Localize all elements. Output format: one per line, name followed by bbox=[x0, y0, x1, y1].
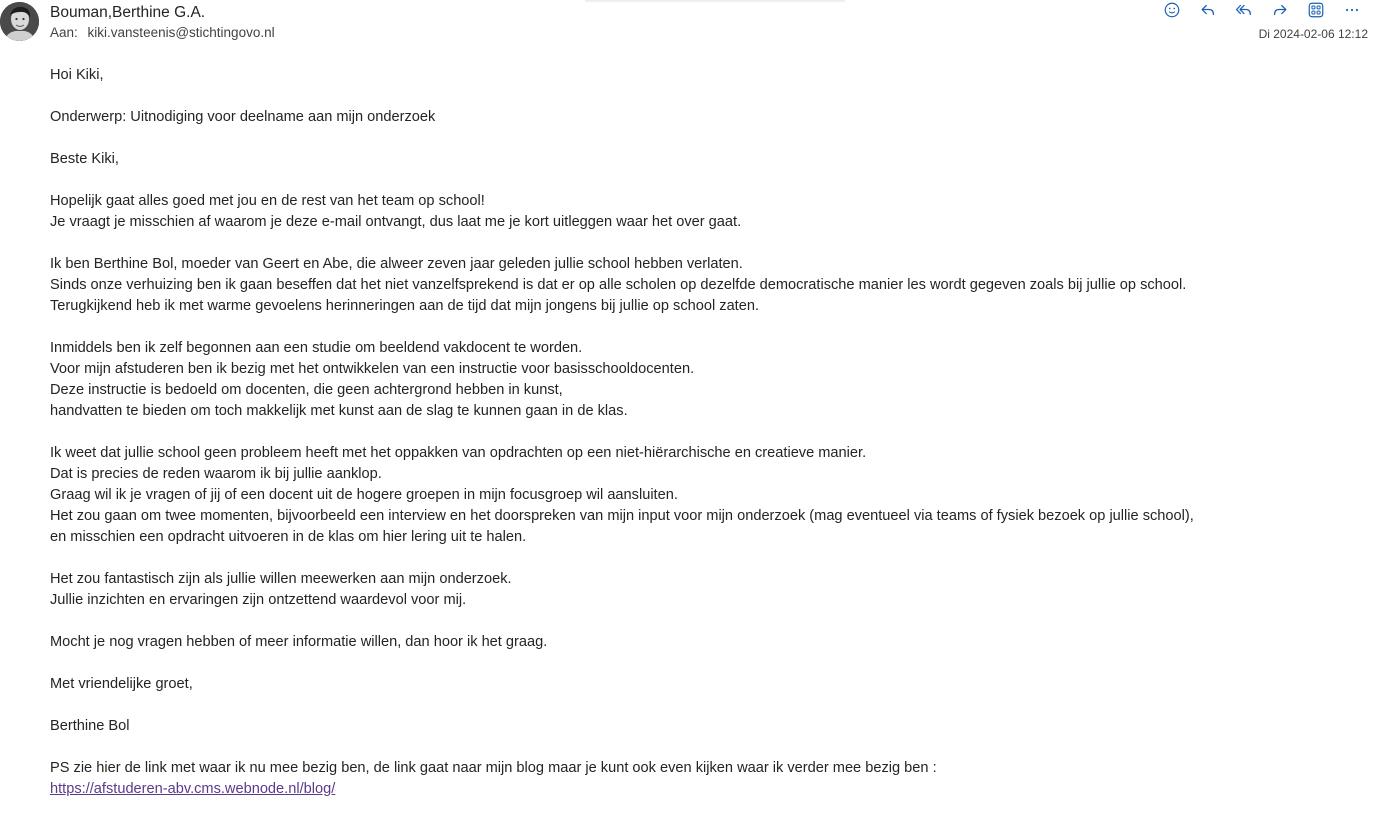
message-body bbox=[50, 65, 1194, 821]
body-line: en misschien een opdracht uitvoeren in de klas om hier lering uit te halen. bbox=[50, 529, 527, 545]
greeting: Hoi Kiki, bbox=[50, 67, 104, 83]
body-line: Jullie inzichten en ervaringen zijn ontzettend waardevol voor mij. bbox=[50, 592, 467, 608]
blog-link[interactable]: https://afstuderen-abv.cms.webnode.nl/blog/ bbox=[50, 781, 336, 797]
paragraph-1 bbox=[50, 191, 1194, 233]
body-line: Deze instructie is bedoeld om docenten, die geen achtergrond hebben in kunst, bbox=[50, 382, 563, 398]
body-line: handvatten te bieden om toch makkelijk met kunst aan de slag te kunnen gaan in de klas. bbox=[50, 403, 628, 419]
paragraph-6: Mocht je nog vragen hebben of meer informatie willen, dan hoor ik het graag. bbox=[50, 634, 548, 650]
recipient-row bbox=[50, 25, 275, 40]
body-line: Ik ben Berthine Bol, moeder van Geert en Abe, die alweer zeven jaar geleden jullie school hebben verlaten. bbox=[50, 256, 743, 272]
paragraph-2 bbox=[50, 254, 1194, 317]
body-line: Sinds onze verhuizing ben ik gaan beseffen dat het niet vanzelfsprekend is dat er op alle scholen op dezelfde democratische manier les wordt gegeven zoals bij jullie op school. bbox=[50, 277, 1187, 293]
body-line: Dat is precies de reden waarom ik bij jullie aanklop. bbox=[50, 466, 382, 482]
salutation: Beste Kiki, bbox=[50, 151, 119, 167]
more-icon[interactable] bbox=[1334, 0, 1370, 20]
avatar[interactable] bbox=[0, 2, 39, 41]
to-label: Aan: bbox=[50, 25, 78, 40]
reply-all-icon[interactable] bbox=[1226, 0, 1262, 20]
paragraph-5 bbox=[50, 569, 1194, 611]
body-line: Je vraagt je misschien af waarom je deze e-mail ontvangt, dus laat me je kort uitleggen waar het over gaat. bbox=[50, 214, 742, 230]
recipient-address[interactable]: kiki.vansteenis@stichtingovo.nl bbox=[87, 25, 275, 40]
ps-text: PS zie hier de link met waar ik nu mee bezig ben, de link gaat naar mijn blog maar je kunt ook even kijken waar ik verder mee bezig ben : bbox=[50, 760, 937, 776]
paragraph-3 bbox=[50, 338, 1194, 422]
body-line: Het zou gaan om twee momenten, bijvoorbeeld een interview en het doorspreken van mijn input voor mijn onderzoek (mag eventueel via teams of fysiek bezoek op jullie school), bbox=[50, 508, 1194, 524]
body-line: Terugkijkend heb ik met warme gevoelens herinneringen aan de tijd dat mijn jongens bij jullie op school zaten. bbox=[50, 298, 760, 314]
body-line: Voor mijn afstuderen ben ik bezig met het ontwikkelen van een instructie voor basisschooldocenten. bbox=[50, 361, 695, 377]
body-line: Inmiddels ben ik zelf begonnen aan een studie om beeldend vakdocent te worden. bbox=[50, 340, 583, 356]
sent-date: Di 2024-02-06 12:12 bbox=[1258, 27, 1368, 41]
emoji-icon[interactable] bbox=[1154, 0, 1190, 20]
postscript bbox=[50, 758, 1194, 800]
reply-icon[interactable] bbox=[1190, 0, 1226, 20]
body-line: Het zou fantastisch zijn als jullie willen meewerken aan mijn onderzoek. bbox=[50, 571, 512, 587]
forward-icon[interactable] bbox=[1262, 0, 1298, 20]
body-line: Hopelijk gaat alles goed met jou en de rest van het team op school! bbox=[50, 193, 485, 209]
sender-name[interactable]: Bouman,Berthine G.A. bbox=[50, 4, 206, 21]
body-line: Ik weet dat jullie school geen probleem heeft met het oppakken van opdrachten op een niet-hiërarchische en creatieve manier. bbox=[50, 445, 867, 461]
apps-icon[interactable] bbox=[1298, 0, 1334, 20]
window-shadow bbox=[585, 0, 845, 3]
closing: Met vriendelijke groet, bbox=[50, 676, 193, 692]
message-toolbar bbox=[1154, 0, 1370, 20]
subject-line: Onderwerp: Uitnodiging voor deelname aan mijn onderzoek bbox=[50, 109, 436, 125]
signature: Berthine Bol bbox=[50, 718, 130, 734]
body-line: Graag wil ik je vragen of jij of een docent uit de hogere groepen in mijn focusgroep wil aansluiten. bbox=[50, 487, 678, 503]
paragraph-4 bbox=[50, 443, 1194, 548]
